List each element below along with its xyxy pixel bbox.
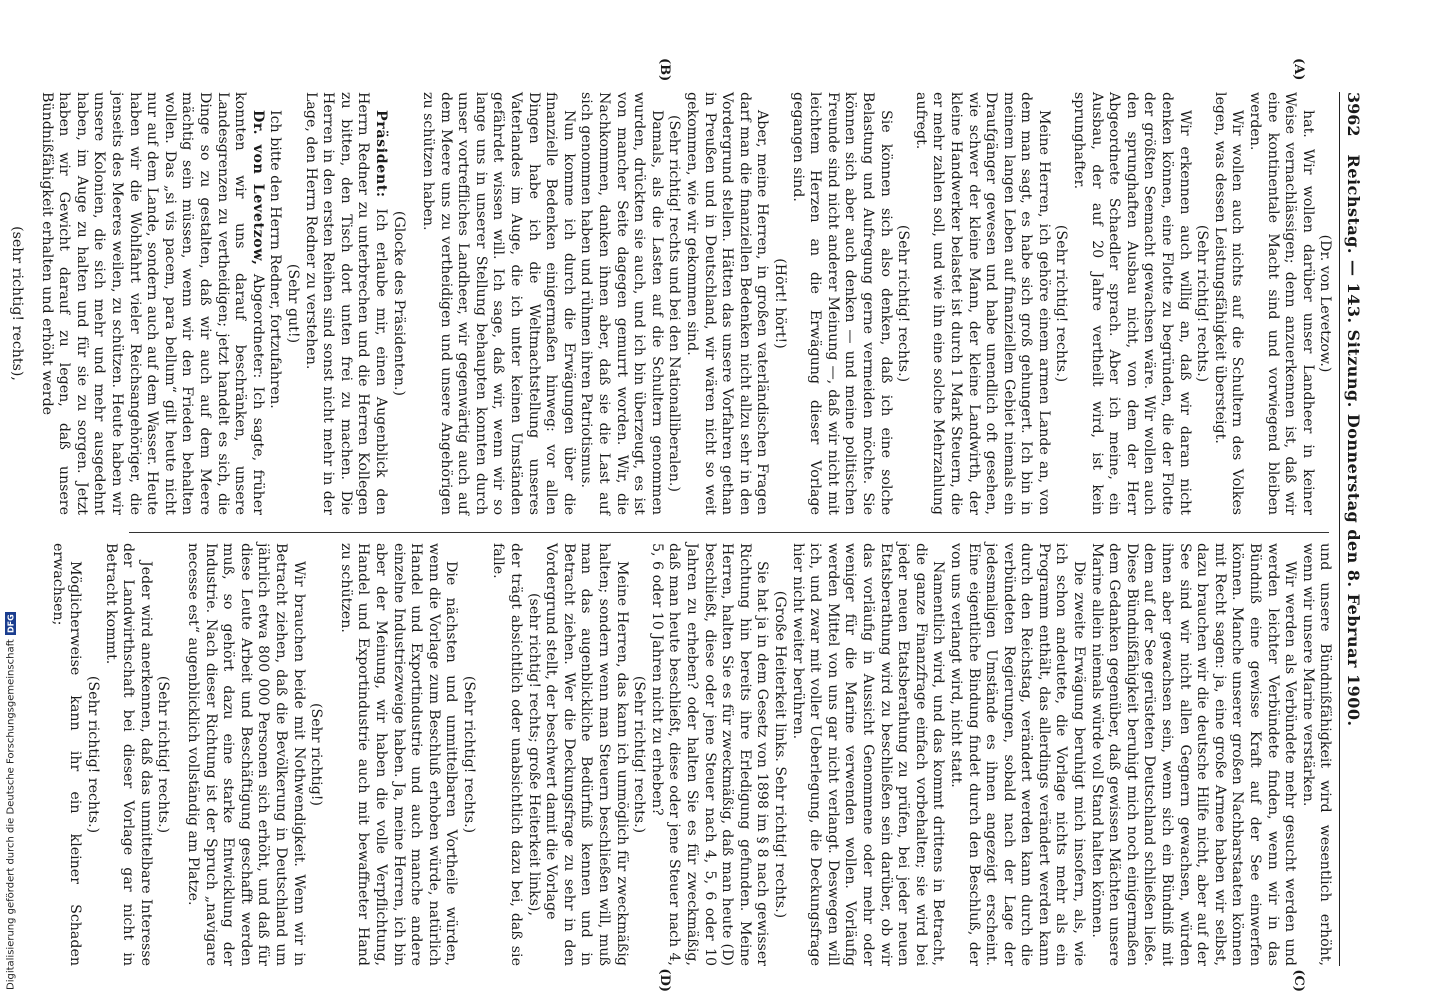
interjection [524,543,542,966]
paragraph [1298,543,1333,966]
interjection [83,543,101,966]
margin-mark-d: (D) [657,968,673,992]
interjection [1193,92,1211,515]
interjection [7,92,25,515]
paragraph [682,92,770,515]
interjection [459,543,477,966]
speaker-name: Dr. von Levetzow, [249,110,266,266]
paragraph [788,543,946,966]
interjection-text: (Sehr richtig! rechts.) [1194,224,1211,383]
paragraph [336,543,459,966]
interjection-text: (Sehr gut!) [284,263,301,344]
page-header [1339,92,1362,966]
interjection-text: (Sehr richtig! rechts.) [631,675,648,834]
interjection [770,543,788,966]
speaker-name: Präsident: [372,110,389,198]
interjection [665,92,683,515]
margin-mark-c: (C) [1291,969,1307,992]
paragraph-text: Möglicherweise kann ihr ein kleiner Schaden erwachsen; [49,543,84,966]
paragraph-text: Wir werden als Verbündete mehr gesucht werden und werden leichter Verbündete finden, wenn wir in das Bündniß eine gewisse Kraft auf der See einwerfen können. Manche unserer großen Nachbarstaaten können mit Recht sagen: ja, eine große Armee haben wir selbst, dazu brauchen wir die deutsche Hilfe nicht, aber auf der See sind wir nicht allen Gegnern gewachsen, würden ihnen aber gewachsen sein, wenn sich ein Bündniß mit dem auf der See gerüsteten Deutschland schließen ließe. Diese Bündnißfähigkeit beruhigt mich noch einigermaßen dem Gedanken gegenüber, daß gewissen Mächten unsere Marine allein niemals würde voll Stand halten können. [1088,543,1299,966]
interjection-text: (Sehr richtig! rechts.) [1053,224,1070,383]
digitization-text: Digitalisierung gefördert durch die Deutsche Forschungsgemeinschaft [5,639,17,990]
paragraph [946,543,1087,966]
paragraph-text: Wir wollen auch nichts auf die Schultern des Volkes legen, was dessen Leistungsfähigkeit übersteigt. [1211,92,1246,515]
paragraph-text: und unsere Bündnißfähigkeit wird wesentlich erhöht, wenn wir unsere Marine verstärken. [1299,543,1334,966]
paragraph-text: Abgeordneter: Ich sagte, früher konnten wir uns darauf beschränken, unsere Landesgrenzen zu vertheidigen; jetzt handelt es sich, die Dinge so zu gestalten, daß wir auch auf dem Meere mächtig sein müssen, wenn wir den Frieden behalten wollen. Das „si vis pacem, para bellum“ gilt heute nicht nur auf dem Lande, sondern auch auf dem Wasser. Heute haben wir die Wohlfahrt vieler Reichsangehöriger, die jenseits des Meeres weilen, zu schützen. Heute haben wir unsere Kolonien, die sich mehr und mehr ausgedehnt haben, im Auge zu halten und für sie zu sorgen. Jetzt haben wir Gewicht darauf zu legen, daß unsere Bündnißfähigkeit erhalten und erhöht werde [38,92,266,515]
interjection-text: (Sehr richtig! rechts und bei den Nationalliberalen.) [666,115,683,492]
paragraph-text: Meine Herren, das kann ich unmöglich für zweckmäßig halten; sondern wenn man Steuern beschließen will, muß man das augenblickliche Bedürfniß kennen und in Betracht ziehen. Wer die Deckungsfrage zu sehr in den Vordergrund stellt, der beschwert damit die Vorlage [543,543,630,966]
margin-mark-b: (B) [657,58,673,82]
paragraph-text: Ich erlaube mir, einen Augenblick den Herrn Redner zu unterbrechen und die Herren Kollegen zu bitten, den Tisch dort unten frei zu machen. Die Herren in den ersten Reihen sind sonst nicht mehr in der Lage, den Herrn Redner zu verstehen. [302,92,389,515]
column-divider [129,532,1329,533]
paragraph-text: Sie hat ja in dem Gesetz von 1898 im § 8 nach gewisser Richtung hin bereits ihre Erledigung gefunden. Meine Herren, halten Sie es für zweckmäßig, daß man heute (D) beschließt, diese oder jene Steuer nach 4, 5, 6 oder 10 Jahren zu erheben? oder halten Sie es für zweckmäßig, daß man heute beschließt, diese oder jene Steuer nach 4, 5, 6 oder 10 Jahren nicht zu erheben? [648,543,771,966]
interjection [770,92,788,515]
dfg-logo: DFG [6,614,16,634]
interjection [154,543,172,966]
interjection [307,543,325,966]
paragraph [489,543,524,966]
paragraph [1245,92,1315,515]
page-title: Reichstag. — 143. Sitzung. Donnerstag den 8. Februar 1900. [1344,154,1363,727]
interjection-text: (Sehr richtig! rechts.) [460,675,477,834]
paragraph [1087,543,1298,966]
paragraph [419,92,577,515]
interjection [1316,92,1334,515]
interjection [630,543,648,966]
paragraph [37,92,266,515]
paragraph-text: Wir erkennen auch willig an, daß wir daran nicht denken können, eine Flotte zu begründen, die der Flotte der größten Seemacht gewachsen wäre. Wir wollen auch den sprunghaften Ausbau nicht, von dem der Herr Abgeordnete Schaedler sprach. Aber ich meine, ein Ausbau, der auf 20 Jahre vertheilt wird, ist kein sprunghafter. [1071,92,1193,515]
interjection-text: (Sehr richtig! rechts.) [85,675,102,834]
paragraph [266,92,284,515]
paragraph-text: Nun komme ich durch die Erwägungen über die finanzielle Bedenken einigermaßen hinweg: vor allen Dingen habe ich die Weltmachtstellung unseres Vaterlandes im Auge, die ich unter keinen Umständen gefährdet wissen will. Ich sage, daß wir, wenn wir so lange uns in unserer Stellung behaupten konnten durch unser vortreffliches Landheer, wir gegenwärtig auch auf dem Meere uns zu vertheidigen und unsere Angehörigen zu schützen haben. [420,92,577,515]
interjection-text: (Glocke des Präsidenten.) [390,210,407,397]
paragraph-text: Die nächsten und unmittelbaren Vortheile würden, wenn die Vorlage zum Beschluß erhoben würde, natürlich Handel und Exportindustrie und auch manche andere einzelne Industriezweige haben. Ja, meine Herren, ich bin aber der Meinung, wir haben die volle Verpflichtung, Handel und Exportindustrie auch mit bewaffneter Hand zu schützen. [337,543,460,966]
paragraph [911,92,1052,515]
paragraph-text: Namentlich wird, und das kommt drittens in Betracht, die ganze Finanzfrage einfach vorbehalten; sie wird bei jeder neuen Etatsberathung zu prüfen, bei jeder neuen Etatsberathung wird zu beschließen sein darüber, ob wir das vorläufig in Aussicht Genommene oder mehr oder weniger für die Marine verwenden wollen. Vorläufig werden Mittel von uns gar nicht verlangt. Deswegen will ich, und zwar mit voller Ueberlegung, die Deckungsfrage hier nicht weiter berühren. [789,543,947,966]
interjection-text: (sehr richtig! rechts; große Heiterkeit links), [525,593,542,916]
paragraph-text: hat. Wir wollen darüber unser Landheer in keiner Weise vernachlässigen; denn anzuerkennen ist, daß wir eine kontinentale Macht sind und vorwiegend bleiben werden. [1247,92,1316,515]
paragraph [542,543,630,966]
digitization-note [2,590,20,990]
interjection-text: (Dr. von Levetzow.) [1317,234,1334,373]
paragraph-text: Jeder wird anerkennen, daß das unmittelbare Interesse der Landwirthschaft bei dieser Vorlage gar nicht in Betracht kommt. [102,543,154,966]
paragraph [1070,92,1193,515]
paragraph [647,543,770,966]
left-column [9,92,1334,529]
interjection [283,92,301,515]
interjection [389,92,407,515]
interjection [894,92,912,515]
interjection-text: (sehr richtig! rechts), [9,226,26,381]
paragraph [301,92,389,515]
paragraph-text: Die zweite Erwägung beruhigt mich insofern, als, wie ich schon andeutete, die Vorlage nichts mehr als ein Programm enthält, das allerdings verändert werden kann durch den Reichstag, verändert werden kann durch die verbündeten Regierungen, sobald nach der Lage der jedesmaligen Umstände es ihnen angezeigt erscheint. Eine eigentliche Bindung findet durch den Beschluß, der von uns verlangt wird, nicht statt. [947,543,1088,966]
right-column [43,529,1333,966]
interjection-text: (Große Heiterkeit links. Sehr richtig! rechts.) [772,590,788,919]
paragraph [788,92,894,515]
interjection-text: (Sehr richtig!) [308,702,325,807]
interjection-text: (Hört! hört!) [772,258,788,349]
paragraph-text: Wir brauchen beide mit Nothwendigkeit. Wenn wir in Betracht ziehen, daß die Bevölkerung in Deutschland um jährlich etwa 800 000 Personen sich erhöht, und daß für diese Leute Arbeit und Beschäftigung geschafft werden muß, so gehört dazu eine starke Entwicklung der Industrie. Nach dieser Richtung ist der Spruch „navigare necesse est“ augenblicklich vollständig am Platze. [185,543,307,966]
paragraph-text: Aber, meine Herren, in großen vaterländischen Fragen darf man die finanziellen Bedenken nicht allzu sehr in den Vordergrund stellen. Hätten das unsere Vorfahren gethan in Preußen und in Deutschland, wir wären nicht so weit gekommen, wie wir gekommen sind. [684,92,771,515]
paragraph-text: Damals, als die Lasten auf die Schultern genommen wurden, drückten sie auch, und ich bin überzeugt, es ist von mancher Seite dagegen gemurrt worden. Wir, die Nachkommen, danken ihnen aber, daß sie die Last auf sich genommen haben und rühmen ihren Patriotismus. [578,92,665,515]
paragraph-text: Ich bitte den Herrn Redner, fortzufahren. [267,110,284,409]
interjection-text: (Sehr richtig! rechts.) [155,675,172,834]
interjection [1052,92,1070,515]
page-number: 3962 [1344,92,1363,137]
paragraph-text: der trägt absichtlich oder unabsichtlich dazu bei, daß sie falle. [490,543,525,966]
interjection-text: (Sehr richtig! rechts.) [895,224,912,383]
paragraph-text: Sie können sich also denken, daß ich eine solche Belastung und Aufregung gerne vermeiden möchte. Sie können sich aber auch denken — und meine politischen Freunde sind nicht anderer Meinung —, daß wir nicht mit leichtem Herzen an die Erwägung dieser Vorlage gegangen sind. [789,92,894,515]
paragraph-text: Meine Herren, ich gehöre einem armen Lande an, von dem man sagt, es habe sich groß gehungert. Ich bin in meinem langen Leben auf finanziellem Gebiet niemals ein Draufgänger gewesen und habe unendlich oft gesehen, wie schwer der kleine Mann, der kleine Landwirth, der kleine Handwerker belastet ist durch 1 Mark Steuern, die er mehr zahlen soll, und wie ihn eine solche Mehrzahlung aufregt. [912,92,1052,515]
margin-mark-a: (A) [1291,58,1307,81]
paragraph [1210,92,1245,515]
paragraph [183,543,306,966]
paragraph [101,543,154,966]
paragraph [577,92,665,515]
paragraph [48,543,83,966]
